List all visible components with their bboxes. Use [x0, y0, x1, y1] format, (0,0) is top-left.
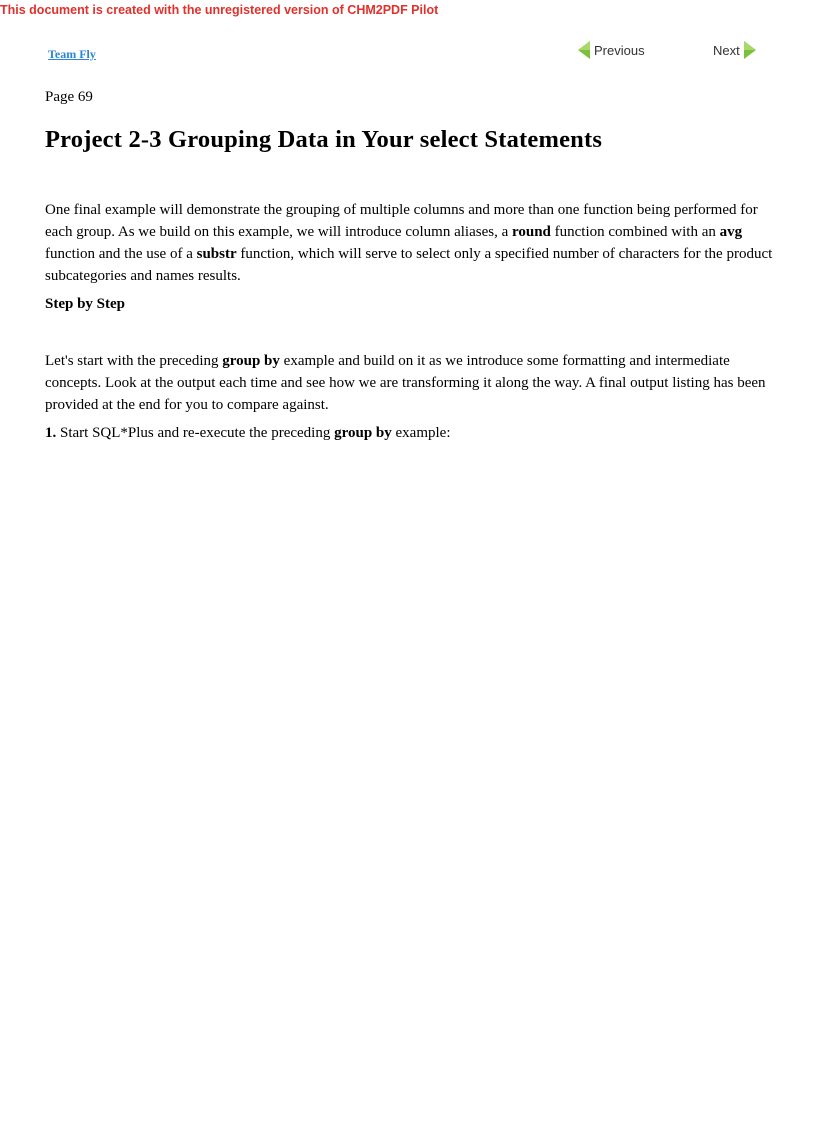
step-intro-paragraph: Let's start with the preceding group by example and build on it as we introduce some formatting and intermediate concepts. Look at the output each time and see how we are transforming it along the way. A final output listing has been provided at the end for you to compare against. [45, 353, 766, 413]
team-fly-link[interactable]: Team Fly [48, 47, 96, 61]
page-title: Project 2-3 Grouping Data in Your select Statements [45, 126, 603, 153]
page-number: Page 69 [45, 89, 93, 105]
intro-paragraph: One final example will demonstrate the grouping of multiple columns and more than one function being performed for each group. As we build on this example, we will introduce column aliases, a round function combined with an avg function and the use of a substr function, which will serve to select only a specified number of characters for the product subcategories and names results. [45, 202, 773, 284]
next-label: Next [713, 42, 740, 58]
arrow-right-icon [744, 41, 756, 59]
previous-label: Previous [594, 42, 645, 58]
previous-button[interactable] [578, 40, 645, 60]
watermark-banner: This document is created with the unregistered version of CHM2PDF Pilot [0, 3, 439, 17]
arrow-left-icon [578, 41, 590, 59]
step-1-paragraph: 1. Start SQL*Plus and re-execute the preceding group by example: [45, 425, 451, 441]
step-by-step-heading: Step by Step [45, 296, 126, 312]
next-button[interactable] [713, 40, 756, 60]
